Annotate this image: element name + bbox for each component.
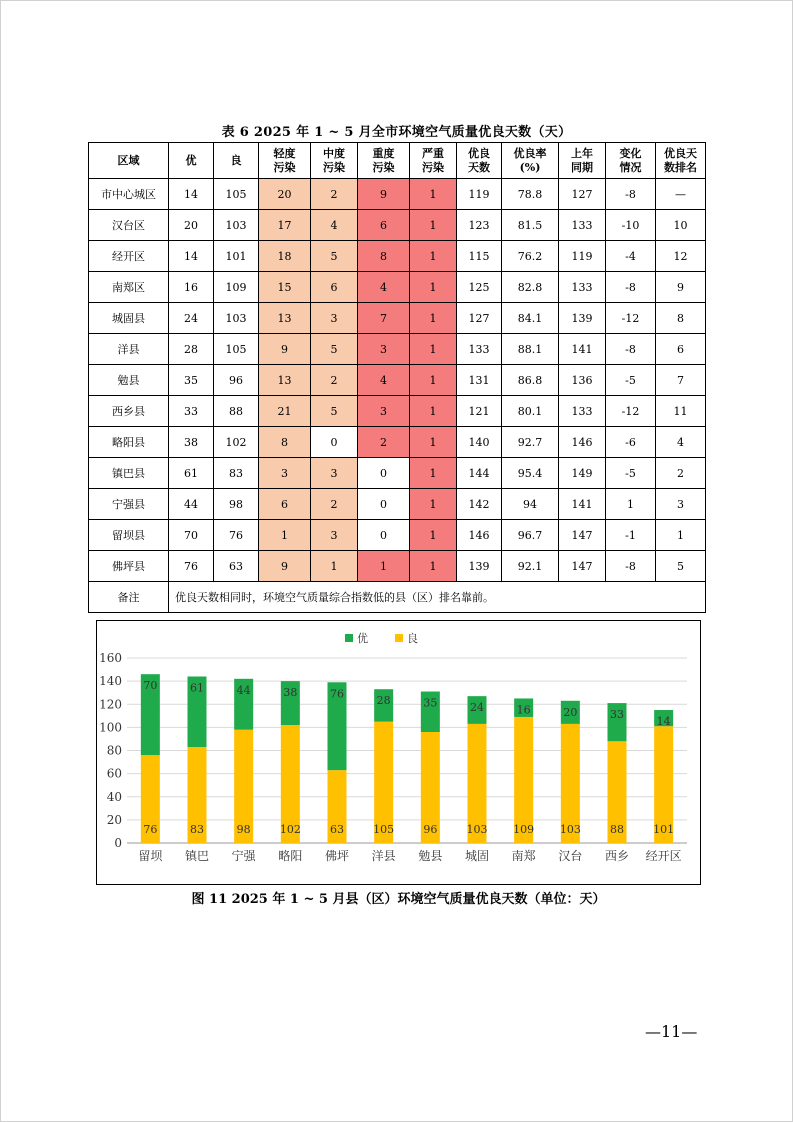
table-cell: 133 bbox=[457, 334, 502, 365]
table-cell: 119 bbox=[559, 241, 606, 272]
table-cell: 81.5 bbox=[502, 210, 559, 241]
table-cell: -12 bbox=[606, 303, 656, 334]
table-cell: 146 bbox=[457, 520, 502, 551]
table-cell: 133 bbox=[559, 396, 606, 427]
y-tick-label: 160 bbox=[99, 651, 122, 665]
table-cell: 141 bbox=[559, 334, 606, 365]
table-cell: 4 bbox=[311, 210, 358, 241]
table-row bbox=[89, 334, 706, 365]
stacked-bar-chart bbox=[97, 621, 700, 884]
table-cell: 94 bbox=[502, 489, 559, 520]
table-cell: — bbox=[656, 179, 706, 210]
table-cell: 1 bbox=[656, 520, 706, 551]
table-header-cell: 优良天 数排名 bbox=[656, 143, 706, 179]
table-cell: 76 bbox=[169, 551, 214, 582]
table-cell: 15 bbox=[259, 272, 311, 303]
data-label-good: 102 bbox=[279, 823, 301, 836]
data-label-excellent: 16 bbox=[516, 703, 531, 717]
table-cell: 6 bbox=[259, 489, 311, 520]
table-cell: 38 bbox=[169, 427, 214, 458]
data-label-good: 109 bbox=[513, 823, 535, 836]
table-cell: 4 bbox=[358, 272, 410, 303]
table-cell: 6 bbox=[358, 210, 410, 241]
chart-container bbox=[96, 620, 701, 885]
data-label-good: 63 bbox=[330, 823, 344, 836]
table-cell: 78.8 bbox=[502, 179, 559, 210]
table-cell: 105 bbox=[214, 179, 259, 210]
table-cell: 9 bbox=[656, 272, 706, 303]
region-cell: 西乡县 bbox=[89, 396, 169, 427]
table-cell: 6 bbox=[656, 334, 706, 365]
table-cell: 3 bbox=[656, 489, 706, 520]
table-cell: 105 bbox=[214, 334, 259, 365]
table-cell: 61 bbox=[169, 458, 214, 489]
y-tick-label: 80 bbox=[106, 743, 122, 758]
table-cell: 35 bbox=[169, 365, 214, 396]
table-cell: 133 bbox=[559, 210, 606, 241]
table-cell: 6 bbox=[311, 272, 358, 303]
data-label-good: 76 bbox=[143, 823, 158, 836]
table-cell: 1 bbox=[410, 303, 457, 334]
table-cell: 115 bbox=[457, 241, 502, 272]
table-header-row bbox=[89, 143, 706, 179]
table-cell: 80.1 bbox=[502, 396, 559, 427]
table-cell: 123 bbox=[457, 210, 502, 241]
table-caption: 表 6 2025 年 1 ~ 5 月全市环境空气质量优良天数（天） bbox=[221, 125, 572, 140]
x-tick-label: 略阳 bbox=[278, 849, 303, 863]
data-label-excellent: 76 bbox=[330, 687, 344, 701]
table-header-cell: 严重 污染 bbox=[410, 143, 457, 179]
table-cell: 9 bbox=[259, 334, 311, 365]
region-cell: 南郑区 bbox=[89, 272, 169, 303]
region-cell: 经开区 bbox=[89, 241, 169, 272]
data-label-excellent: 28 bbox=[376, 694, 391, 708]
table-cell: 0 bbox=[358, 520, 410, 551]
table-row bbox=[89, 365, 706, 396]
page-number: —11— bbox=[645, 1022, 698, 1041]
table-cell: 1 bbox=[410, 427, 457, 458]
table-cell: 142 bbox=[457, 489, 502, 520]
table-cell: 1 bbox=[410, 489, 457, 520]
table-cell: 86.8 bbox=[502, 365, 559, 396]
table-cell: 13 bbox=[259, 303, 311, 334]
table-cell: 149 bbox=[559, 458, 606, 489]
table-row bbox=[89, 489, 706, 520]
table-cell: 5 bbox=[311, 241, 358, 272]
table-cell: 8 bbox=[656, 303, 706, 334]
table-cell: 82.8 bbox=[502, 272, 559, 303]
x-tick-label: 汉台 bbox=[558, 849, 583, 863]
table-cell: 18 bbox=[259, 241, 311, 272]
data-label-good: 98 bbox=[236, 823, 251, 836]
table-cell: 127 bbox=[457, 303, 502, 334]
table-cell: 1 bbox=[410, 520, 457, 551]
data-label-excellent: 20 bbox=[563, 705, 578, 719]
table-cell: 2 bbox=[311, 365, 358, 396]
table-cell: 21 bbox=[259, 396, 311, 427]
note-label: 备注 bbox=[89, 582, 169, 613]
y-tick-label: 140 bbox=[99, 674, 122, 689]
table-cell: 131 bbox=[457, 365, 502, 396]
table-cell: 1 bbox=[358, 551, 410, 582]
x-tick-label: 城固 bbox=[464, 849, 490, 863]
table-cell: 7 bbox=[656, 365, 706, 396]
table-cell: 1 bbox=[606, 489, 656, 520]
x-tick-label: 西乡 bbox=[604, 849, 630, 863]
table-row bbox=[89, 303, 706, 334]
table-cell: 127 bbox=[559, 179, 606, 210]
y-tick-label: 20 bbox=[106, 812, 122, 827]
table-cell: 3 bbox=[358, 396, 410, 427]
legend-swatch bbox=[345, 634, 353, 642]
region-cell: 佛坪县 bbox=[89, 551, 169, 582]
table-header-cell: 轻度 污染 bbox=[259, 143, 311, 179]
table-cell: 136 bbox=[559, 365, 606, 396]
table-row bbox=[89, 396, 706, 427]
table-cell: -8 bbox=[606, 272, 656, 303]
table-cell: 9 bbox=[358, 179, 410, 210]
table-cell: 70 bbox=[169, 520, 214, 551]
data-label-excellent: 38 bbox=[283, 686, 298, 700]
table-row bbox=[89, 427, 706, 458]
table-cell: 92.1 bbox=[502, 551, 559, 582]
table-cell: 11 bbox=[656, 396, 706, 427]
data-label-excellent: 14 bbox=[656, 715, 671, 729]
table-cell: 92.7 bbox=[502, 427, 559, 458]
data-label-good: 101 bbox=[653, 823, 675, 836]
table-cell: 44 bbox=[169, 489, 214, 520]
data-label-excellent: 33 bbox=[610, 708, 624, 722]
table-header-cell: 优 bbox=[169, 143, 214, 179]
data-label-good: 105 bbox=[373, 823, 395, 836]
table-cell: 0 bbox=[358, 489, 410, 520]
table-cell: 88.1 bbox=[502, 334, 559, 365]
table-cell: 1 bbox=[410, 458, 457, 489]
x-tick-label: 留坝 bbox=[138, 849, 163, 863]
y-tick-label: 120 bbox=[99, 697, 122, 712]
air-quality-table bbox=[88, 142, 706, 613]
table-cell: 95.4 bbox=[502, 458, 559, 489]
table-cell: 102 bbox=[214, 427, 259, 458]
table-cell: 1 bbox=[259, 520, 311, 551]
table-cell: 20 bbox=[259, 179, 311, 210]
region-cell: 城固县 bbox=[89, 303, 169, 334]
data-label-good: 103 bbox=[466, 823, 488, 836]
table-cell: -5 bbox=[606, 365, 656, 396]
table-header-cell: 变化 情况 bbox=[606, 143, 656, 179]
y-tick-label: 0 bbox=[114, 836, 122, 850]
table-cell: 103 bbox=[214, 210, 259, 241]
table-header-cell: 优良率 (%) bbox=[502, 143, 559, 179]
region-cell: 市中心城区 bbox=[89, 179, 169, 210]
data-label-good: 83 bbox=[190, 823, 204, 836]
table-header-cell: 区域 bbox=[89, 143, 169, 179]
table-cell: 17 bbox=[259, 210, 311, 241]
table-cell: 139 bbox=[457, 551, 502, 582]
table-cell: 3 bbox=[358, 334, 410, 365]
x-tick-label: 镇巴 bbox=[184, 849, 210, 863]
table-cell: 24 bbox=[169, 303, 214, 334]
table-cell: 12 bbox=[656, 241, 706, 272]
region-cell: 留坝县 bbox=[89, 520, 169, 551]
table-cell: 103 bbox=[214, 303, 259, 334]
x-tick-label: 勉县 bbox=[418, 849, 443, 863]
table-row bbox=[89, 272, 706, 303]
table-cell: 141 bbox=[559, 489, 606, 520]
table-cell: 1 bbox=[410, 272, 457, 303]
table-cell: 147 bbox=[559, 551, 606, 582]
data-label-excellent: 61 bbox=[190, 681, 204, 695]
table-cell: 3 bbox=[259, 458, 311, 489]
table-cell: 28 bbox=[169, 334, 214, 365]
table-header-cell: 良 bbox=[214, 143, 259, 179]
data-label-good: 96 bbox=[423, 823, 438, 836]
table-cell: -8 bbox=[606, 334, 656, 365]
table-cell: -1 bbox=[606, 520, 656, 551]
table-cell: 3 bbox=[311, 458, 358, 489]
legend-label: 优 bbox=[357, 632, 368, 645]
table-cell: 2 bbox=[358, 427, 410, 458]
table-cell: 119 bbox=[457, 179, 502, 210]
data-label-excellent: 35 bbox=[423, 696, 438, 710]
table-cell: 83 bbox=[214, 458, 259, 489]
table-row bbox=[89, 179, 706, 210]
data-label-excellent: 24 bbox=[470, 701, 484, 715]
table-header-cell: 中度 污染 bbox=[311, 143, 358, 179]
x-tick-label: 南郑 bbox=[511, 849, 536, 863]
table-cell: 33 bbox=[169, 396, 214, 427]
region-cell: 镇巴县 bbox=[89, 458, 169, 489]
table-row bbox=[89, 210, 706, 241]
table-header-cell: 重度 污染 bbox=[358, 143, 410, 179]
table-cell: 1 bbox=[410, 396, 457, 427]
table-cell: 1 bbox=[410, 334, 457, 365]
table-cell: -12 bbox=[606, 396, 656, 427]
table-cell: 10 bbox=[656, 210, 706, 241]
table-cell: 88 bbox=[214, 396, 259, 427]
table-row bbox=[89, 520, 706, 551]
table-cell: -6 bbox=[606, 427, 656, 458]
data-label-excellent: 44 bbox=[236, 683, 251, 697]
table-cell: 84.1 bbox=[502, 303, 559, 334]
x-tick-label: 经开区 bbox=[645, 849, 682, 863]
table-cell: 2 bbox=[311, 489, 358, 520]
table-cell: 121 bbox=[457, 396, 502, 427]
data-label-good: 103 bbox=[559, 823, 581, 836]
table-cell: 133 bbox=[559, 272, 606, 303]
note-text: 优良天数相同时，环境空气质量综合指数低的县（区）排名靠前。 bbox=[169, 582, 706, 613]
table-cell: 4 bbox=[656, 427, 706, 458]
table-cell: 0 bbox=[358, 458, 410, 489]
table-cell: 1 bbox=[410, 365, 457, 396]
table-cell: 2 bbox=[311, 179, 358, 210]
table-cell: 7 bbox=[358, 303, 410, 334]
table-cell: 1 bbox=[410, 241, 457, 272]
x-tick-label: 佛坪 bbox=[324, 849, 350, 863]
table-cell: 1 bbox=[410, 179, 457, 210]
table-cell: 14 bbox=[169, 179, 214, 210]
region-cell: 略阳县 bbox=[89, 427, 169, 458]
table-cell: 4 bbox=[358, 365, 410, 396]
legend-swatch bbox=[395, 634, 403, 642]
table-cell: 139 bbox=[559, 303, 606, 334]
table-cell: -8 bbox=[606, 551, 656, 582]
table-cell: -10 bbox=[606, 210, 656, 241]
table-cell: 144 bbox=[457, 458, 502, 489]
table-cell: 3 bbox=[311, 520, 358, 551]
table-row bbox=[89, 551, 706, 582]
table-cell: 1 bbox=[410, 551, 457, 582]
table-cell: 109 bbox=[214, 272, 259, 303]
x-tick-label: 宁强 bbox=[231, 849, 256, 863]
table-header-cell: 优良 天数 bbox=[457, 143, 502, 179]
table-cell: 76 bbox=[214, 520, 259, 551]
table-cell: 101 bbox=[214, 241, 259, 272]
table-cell: 2 bbox=[656, 458, 706, 489]
data-label-excellent: 70 bbox=[143, 679, 158, 693]
table-cell: 76.2 bbox=[502, 241, 559, 272]
table-cell: 125 bbox=[457, 272, 502, 303]
table-cell: 146 bbox=[559, 427, 606, 458]
table-row bbox=[89, 241, 706, 272]
table-cell: -8 bbox=[606, 179, 656, 210]
region-cell: 勉县 bbox=[89, 365, 169, 396]
table-cell: 98 bbox=[214, 489, 259, 520]
table-cell: 20 bbox=[169, 210, 214, 241]
region-cell: 洋县 bbox=[89, 334, 169, 365]
y-tick-label: 40 bbox=[106, 789, 122, 804]
table-cell: 5 bbox=[656, 551, 706, 582]
table-cell: -4 bbox=[606, 241, 656, 272]
x-tick-label: 洋县 bbox=[371, 849, 396, 863]
table-cell: 14 bbox=[169, 241, 214, 272]
table-cell: 13 bbox=[259, 365, 311, 396]
region-cell: 汉台区 bbox=[89, 210, 169, 241]
legend-label: 良 bbox=[407, 632, 418, 645]
table-row bbox=[89, 458, 706, 489]
table-cell: 3 bbox=[311, 303, 358, 334]
table-cell: -5 bbox=[606, 458, 656, 489]
table-cell: 8 bbox=[259, 427, 311, 458]
table-cell: 5 bbox=[311, 334, 358, 365]
table-cell: 96 bbox=[214, 365, 259, 396]
data-label-good: 88 bbox=[610, 823, 624, 836]
table-header-cell: 上年 同期 bbox=[559, 143, 606, 179]
table-cell: 9 bbox=[259, 551, 311, 582]
region-cell: 宁强县 bbox=[89, 489, 169, 520]
table-cell: 63 bbox=[214, 551, 259, 582]
table-cell: 1 bbox=[311, 551, 358, 582]
table-cell: 147 bbox=[559, 520, 606, 551]
table-cell: 5 bbox=[311, 396, 358, 427]
table-cell: 8 bbox=[358, 241, 410, 272]
table-cell: 96.7 bbox=[502, 520, 559, 551]
table-cell: 0 bbox=[311, 427, 358, 458]
table-cell: 140 bbox=[457, 427, 502, 458]
chart-caption: 图 11 2025 年 1 ~ 5 月县（区）环境空气质量优良天数（单位：天） bbox=[191, 892, 606, 907]
y-tick-label: 60 bbox=[106, 766, 122, 781]
table-cell: 1 bbox=[410, 210, 457, 241]
table-cell: 16 bbox=[169, 272, 214, 303]
note-row bbox=[89, 582, 706, 613]
y-tick-label: 100 bbox=[99, 720, 122, 735]
